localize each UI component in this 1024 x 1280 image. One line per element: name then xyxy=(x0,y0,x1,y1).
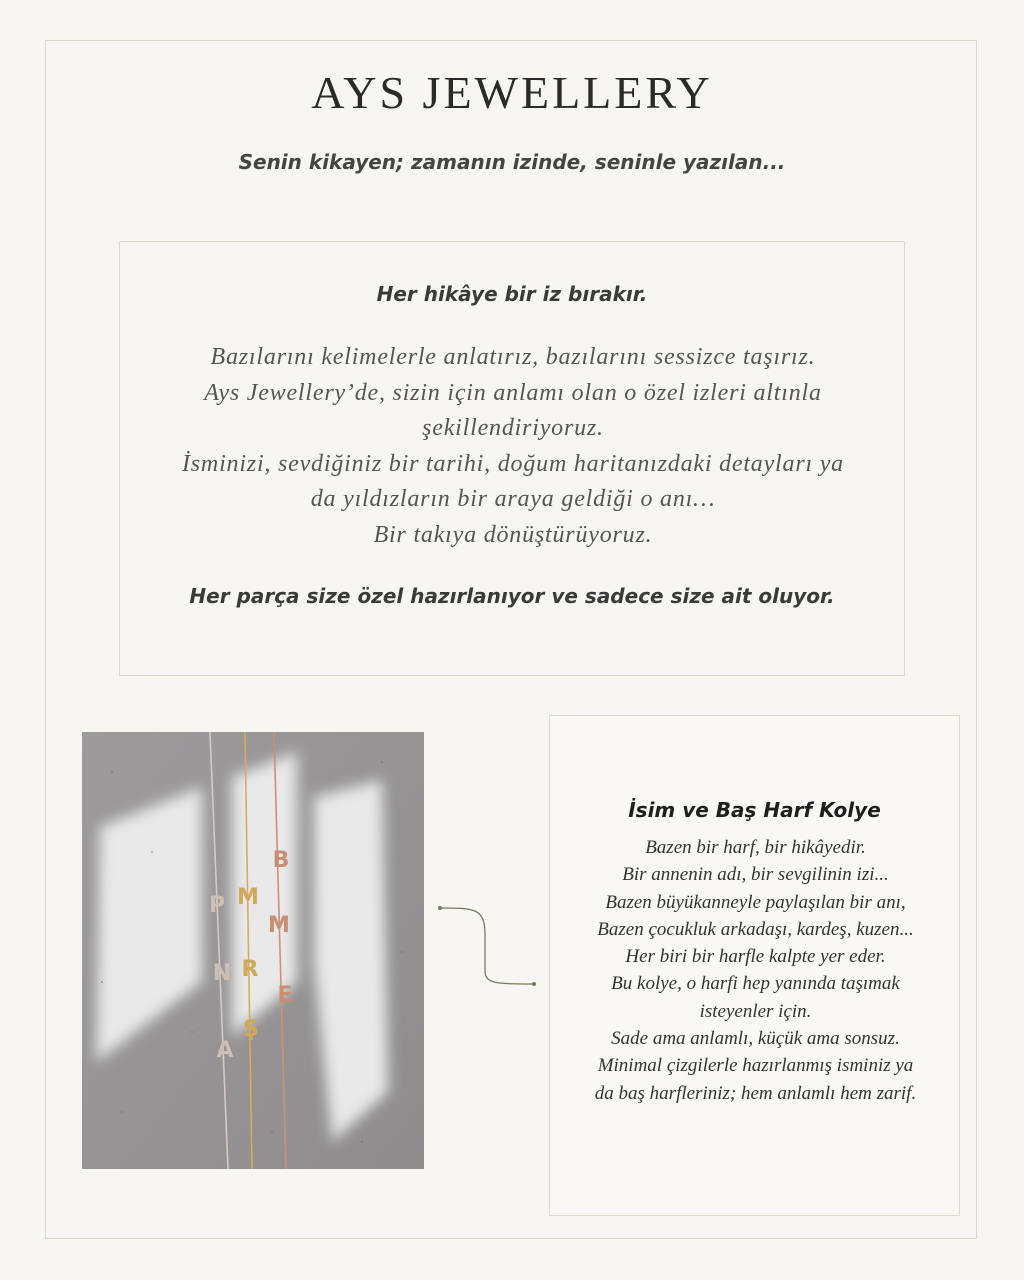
product-line: isteyenler için. xyxy=(699,1000,812,1022)
photo-letter: Ş xyxy=(243,1017,259,1042)
product-line: da baş harfleriniz; hem anlamlı hem zarif. xyxy=(594,1082,917,1104)
story-line: da yıldızların bir araya geldiği o anı… xyxy=(310,486,716,512)
product-box xyxy=(549,715,960,1216)
story-closing: Her parça size özel hazırlanıyor ve sadece size ait oluyor. xyxy=(189,584,835,608)
photo-letter: A xyxy=(216,1038,234,1063)
brand-title: AYS JEWELLERY xyxy=(311,67,713,118)
product-line: Bazen büyükanneyle paylaşılan bir anı, xyxy=(605,891,906,913)
product-line: Her biri bir harfle kalpte yer eder. xyxy=(625,946,886,968)
product-line: Bir annenin adı, bir sevgilinin izi... xyxy=(622,864,889,886)
product-line: Bazen bir harf, bir hikâyedir. xyxy=(645,837,866,858)
connector-line xyxy=(430,895,550,995)
photo-letter: N xyxy=(212,961,232,986)
photo-letter: M xyxy=(237,885,259,910)
story-line: şekillendiriyoruz. xyxy=(422,415,604,441)
story-body xyxy=(130,340,896,553)
product-description xyxy=(558,834,953,1107)
product-line: Minimal çizgilerle hazırlanmış isminiz ya xyxy=(597,1055,914,1077)
product-line: Bazen çocukluk arkadaşı, kardeş, kuzen... xyxy=(597,918,914,940)
product-line: Bu kolye, o harfi hep yanında taşımak xyxy=(611,973,900,995)
story-line: İsminizi, sevdiğiniz bir tarihi, doğum haritanızdaki detayları ya xyxy=(182,450,844,477)
product-line: Sade ama anlamlı, küçük ama sonsuz. xyxy=(611,1028,900,1050)
story-line: Bazılarını kelimelerle anlatırız, bazılarını sessizce taşırız. xyxy=(210,344,816,370)
story-box xyxy=(119,241,905,676)
story-line: Ays Jewellery’de, sizin için anlamı olan o özel izleri altınla xyxy=(204,379,822,406)
photo-letter: E xyxy=(277,983,293,1008)
photo-letter: P xyxy=(208,893,226,918)
photo-letter: M xyxy=(268,913,290,938)
tagline: Senin kikayen; zamanın izinde, seninle yazılan... xyxy=(238,150,786,174)
photo-letter: B xyxy=(272,848,290,873)
product-title: İsim ve Baş Harf Kolye xyxy=(628,798,881,822)
story-line: Bir takıya dönüştürüyoruz. xyxy=(373,521,653,548)
story-heading: Her hikâye bir iz bırakır. xyxy=(376,282,648,306)
product-photo xyxy=(82,732,424,1169)
photo-letter: R xyxy=(241,957,259,982)
